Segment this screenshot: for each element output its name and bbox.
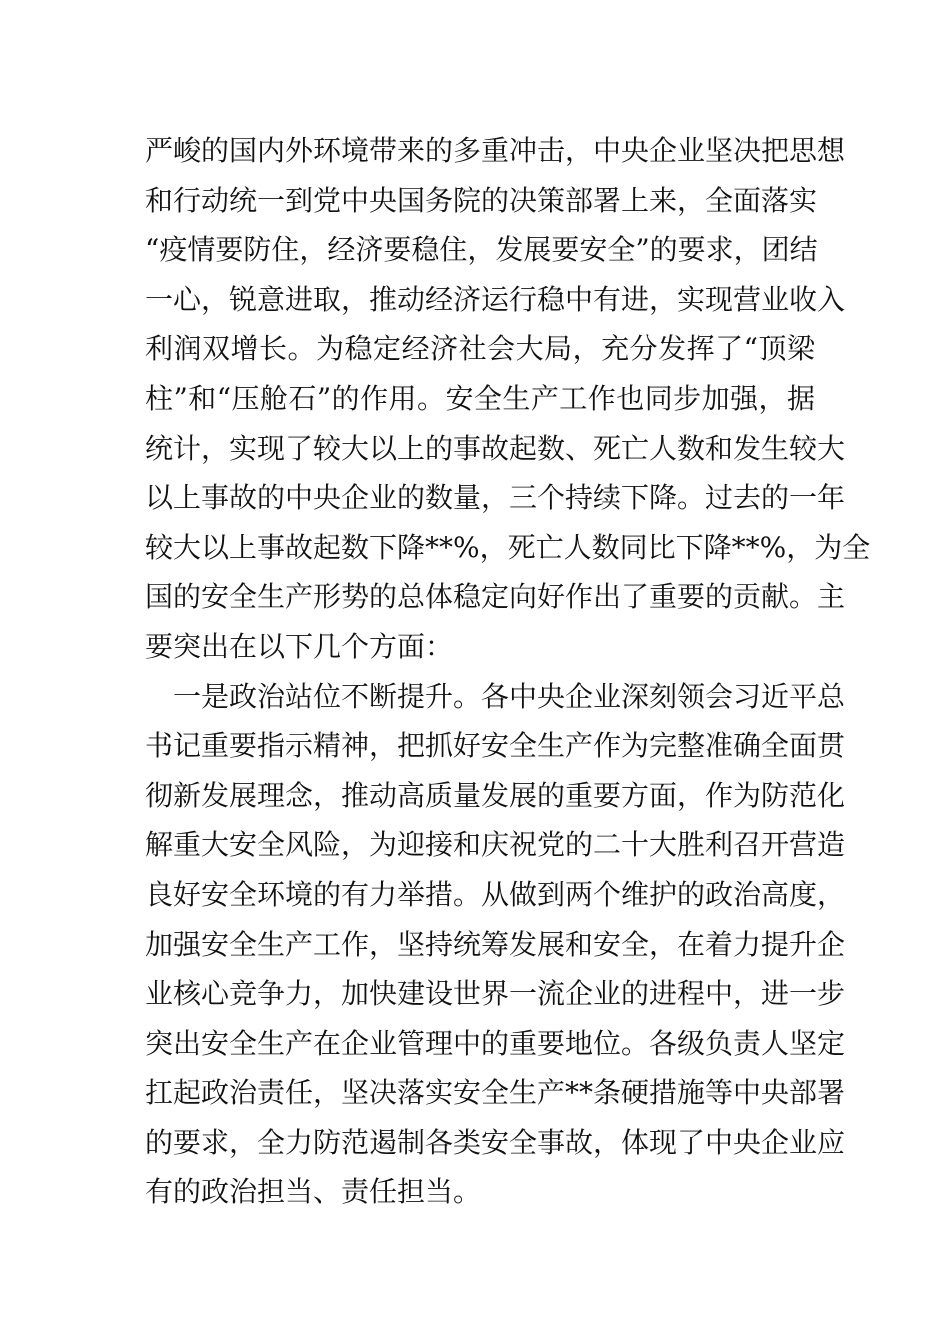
text-line: 业核心竞争力，加快建设世界一流企业的进程中，进一步 <box>145 977 846 1011</box>
text-line: 严峻的国内外环境带来的多重冲击，中央企业坚决把思想 <box>145 134 846 167</box>
text-line: 统计，实现了较大以上的事故起数、死亡人数和发生较大 <box>145 431 846 465</box>
text-line: 利润双增长。为稳定经济社会大局，充分发挥了“顶梁 <box>145 332 815 366</box>
text-line: 良好安全环境的有力举措。从做到两个维护的政治高度， <box>145 877 846 911</box>
document-body <box>145 126 871 1217</box>
text-line: 的要求，全力防范遏制各类安全事故，体现了中央企业应 <box>145 1125 846 1159</box>
text-line: 一心，锐意进取，推动经济运行稳中有进，实现营业收入 <box>145 282 846 316</box>
text-line: 有的政治担当、责任担当。 <box>145 1175 482 1209</box>
text-line: 突出安全生产在企业管理中的重要地位。各级负责人坚定 <box>145 1026 846 1060</box>
text-line: 加强安全生产工作，坚持统筹发展和安全，在着力提升企 <box>145 927 846 961</box>
paragraph-2 <box>145 672 846 1218</box>
text-line: 以上事故的中央企业的数量，三个持续下降。过去的一年 <box>145 481 846 515</box>
text-line: 国的安全生产形势的总体稳定向好作出了重要的贡献。主 <box>145 580 846 614</box>
text-line: 要突出在以下几个方面： <box>145 629 454 663</box>
paragraph-1 <box>145 126 871 672</box>
text-line: 较大以上事故起数下降**%，死亡人数同比下降**%，为全 <box>145 530 871 564</box>
text-line: 解重大安全风险，为迎接和庆祝党的二十大胜利召开营造 <box>145 828 846 862</box>
text-line: 彻新发展理念，推动高质量发展的重要方面，作为防范化 <box>145 778 846 812</box>
text-line: 一是政治站位不断提升。各中央企业深刻领会习近平总 <box>145 679 846 713</box>
text-line: 扛起政治责任，坚决落实安全生产**条硬措施等中央部署 <box>145 1076 846 1110</box>
text-line: 柱”和“压舱石”的作用。安全生产工作也同步加强，据 <box>145 381 815 415</box>
text-line: 书记重要指示精神，把抓好安全生产作为完整准确全面贯 <box>145 729 846 763</box>
text-line: 和行动统一到党中央国务院的决策部署上来，全面落实 <box>145 183 818 217</box>
text-line: “疫情要防住，经济要稳住，发展要安全”的要求，团结 <box>145 233 818 267</box>
